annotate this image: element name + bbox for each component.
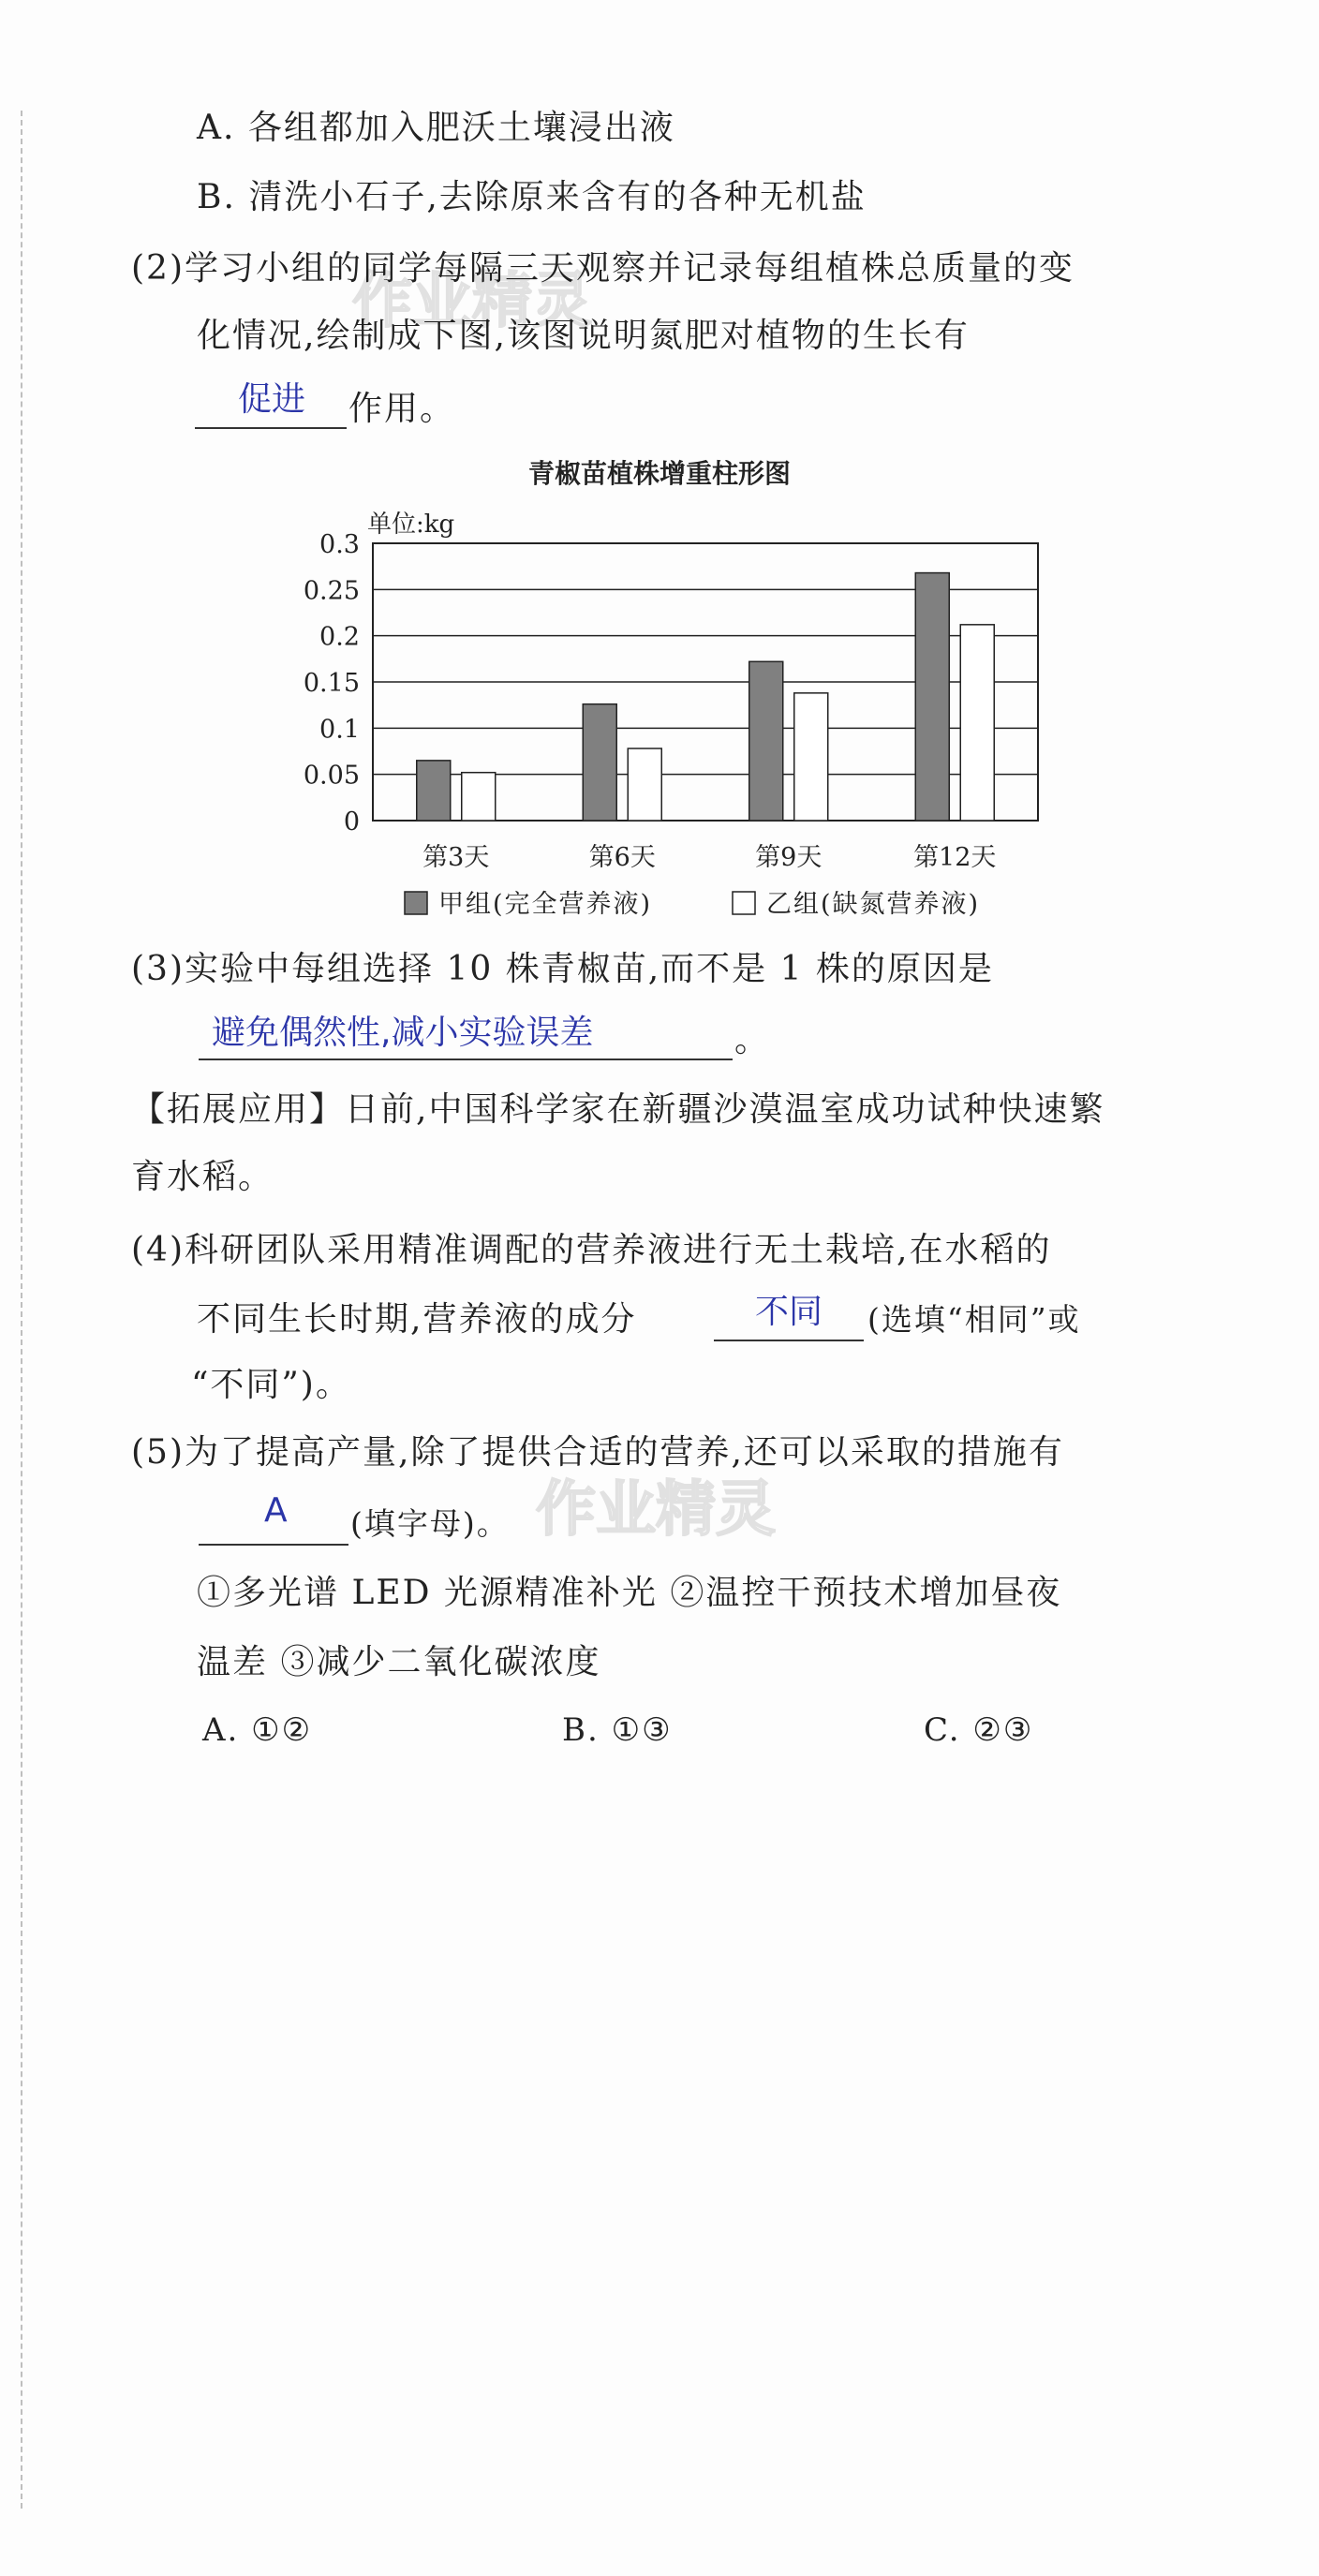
bar-yi-2	[628, 748, 661, 821]
y-tick-label: 0.2	[319, 622, 360, 652]
q5-measures-line2: 温差 ③减少二氧化碳浓度	[197, 1643, 601, 1681]
q4-line3: “不同”)。	[191, 1366, 351, 1404]
option-a: A. 各组都加入肥沃土壤浸出液	[197, 109, 675, 147]
q4-line2-prefix: 不同生长时期,营养液的成分	[197, 1300, 637, 1339]
bar-chart	[0, 0, 1319, 937]
bar-yi-1	[462, 773, 496, 821]
q3-answer: 避免偶然性,减小实验误差	[212, 1014, 594, 1052]
bar-yi-3	[794, 693, 828, 821]
q2-line1: (2)学习小组的同学每隔三天观察并记录每组植株总质量的变	[131, 249, 1074, 288]
q4-answer: 不同	[755, 1293, 823, 1331]
y-tick-label: 0	[343, 807, 360, 836]
y-tick-label: 0.05	[303, 761, 360, 791]
y-tick-label: 0.1	[319, 715, 360, 745]
q2-line2: 化情况,绘制成下图,该图说明氮肥对植物的生长有	[197, 317, 970, 355]
x-tick-label: 第9天	[755, 843, 823, 872]
q3-suffix: 。	[734, 1021, 771, 1059]
expand-line1: 【拓展应用】日前,中国科学家在新疆沙漠温室成功试种快速繁	[131, 1090, 1105, 1129]
bar-jia-2	[583, 704, 616, 821]
y-tick-label: 0.15	[303, 669, 360, 698]
x-tick-label: 第12天	[913, 843, 997, 872]
watermark-top: 作业精灵	[352, 267, 592, 336]
q4-blank	[714, 1340, 864, 1341]
q2-line3-suffix: 作用。	[348, 390, 456, 428]
q4-line2-suffix: (选填“相同”或	[867, 1301, 1081, 1338]
option-b: B. 清洗小石子,去除原来含有的各种无机盐	[197, 178, 867, 216]
q3-line1: (3)实验中每组选择 10 株青椒苗,而不是 1 株的原因是	[131, 950, 994, 988]
y-tick-label: 0.25	[303, 576, 360, 606]
chart-title: 青椒苗植株增重柱形图	[527, 458, 791, 489]
q5-line2-suffix: (填字母)。	[350, 1505, 510, 1542]
q5-measures-line1: ①多光谱 LED 光源精准补光 ②温控干预技术增加昼夜	[197, 1574, 1062, 1612]
expand-line2: 育水稻。	[131, 1158, 274, 1196]
y-unit-label: 单位:kg	[367, 511, 455, 539]
bar-yi-4	[960, 625, 994, 821]
q5-answer: A	[264, 1491, 288, 1530]
bar-jia-1	[417, 761, 451, 821]
q2-answer: 促进	[238, 380, 306, 419]
q5-blank	[199, 1544, 348, 1546]
legend-swatch-jia	[405, 892, 427, 914]
bar-jia-3	[749, 661, 783, 821]
q3-blank	[199, 1059, 733, 1060]
q5-choice-a: A. ①②	[202, 1711, 313, 1749]
x-tick-label: 第3天	[422, 843, 490, 872]
legend-label-jia: 甲组(完全营养液)	[438, 890, 653, 919]
x-tick-label: 第6天	[588, 843, 656, 872]
legend-swatch-yi	[733, 892, 755, 914]
watermark-bottom: 作业精灵	[536, 1475, 776, 1545]
q5-line1: (5)为了提高产量,除了提供合适的营养,还可以采取的措施有	[131, 1433, 1064, 1472]
q4-line1: (4)科研团队采用精准调配的营养液进行无土栽培,在水稻的	[131, 1231, 1052, 1269]
q5-choice-c: C. ②③	[924, 1711, 1034, 1749]
legend-label-yi: 乙组(缺氮营养液)	[766, 890, 981, 919]
bar-jia-4	[915, 573, 949, 821]
y-tick-label: 0.3	[319, 530, 360, 559]
q5-choice-b: B. ①③	[562, 1711, 673, 1749]
